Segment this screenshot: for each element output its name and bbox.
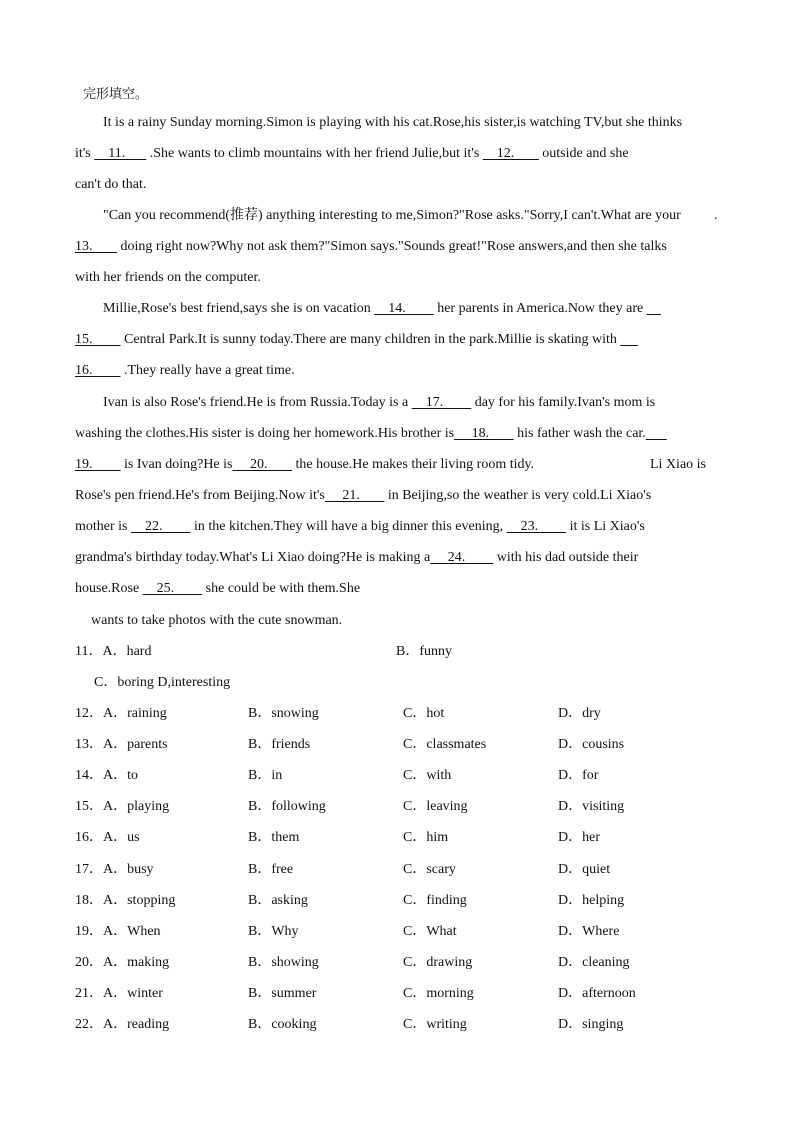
question-number: 15． [75, 799, 103, 814]
option-d: D．helping [558, 893, 625, 908]
option-b: B．Why [248, 924, 299, 939]
option-b: B．cooking [248, 1017, 317, 1032]
option-b: B．summer [248, 986, 317, 1001]
option-c: C．scary [403, 862, 456, 877]
text: grandma's birthday today.What's Li Xiao doing?He is making a [75, 550, 431, 565]
text: Rose's pen friend.He's from Beijing.Now it's [75, 488, 325, 503]
text: his father wash the car. [513, 426, 646, 441]
text: Millie,Rose's best friend,says she is on vacation [103, 301, 375, 316]
passage-line [103, 300, 661, 318]
blank-21: 21. [324, 488, 385, 503]
question-number: 21． [75, 986, 103, 1001]
passage-line [75, 549, 638, 567]
option-b: B．snowing [248, 706, 319, 721]
question-21 [75, 985, 163, 1003]
text: day for his family.Ivan's mom is [471, 395, 656, 410]
question-17 [75, 861, 154, 879]
text: .She wants to climb mountains with her friend Julie,but it's [146, 146, 483, 161]
text: it's [75, 146, 95, 161]
option-a: A．busy [103, 862, 154, 877]
option-d: D．for [558, 768, 599, 783]
stray-dot: . [714, 208, 718, 223]
option-c: C．him [403, 830, 449, 845]
question-number: 20． [75, 955, 103, 970]
blank-25: 25. [142, 581, 203, 596]
option-b: B．showing [248, 955, 319, 970]
text: it is Li Xiao's [566, 519, 645, 534]
text: "Can you recommend(推荐) anything interesting to me,Simon?"Rose asks."Sorry,I can't.What are your [103, 208, 681, 223]
passage-line [75, 362, 295, 380]
blank-20: 20. [232, 457, 292, 472]
question-number: 14． [75, 768, 103, 783]
blank-11: 11. [94, 146, 147, 161]
option-a: A．us [103, 830, 140, 845]
passage-line [75, 145, 629, 163]
passage-line [75, 456, 534, 474]
question-number: 13． [75, 737, 103, 752]
option-d: D．her [558, 830, 600, 845]
option-c: C．with [403, 768, 452, 783]
passage-line [75, 425, 667, 443]
page-title: 完形填空。 [83, 87, 149, 102]
option-b: B．following [248, 799, 326, 814]
text: house.Rose [75, 581, 143, 596]
question-number: 18． [75, 893, 103, 908]
option-a: A．reading [103, 1017, 170, 1032]
text: with his dad outside their [493, 550, 639, 565]
option-b: B．friends [248, 737, 311, 752]
text: in Beijing,so the weather is very cold.Li Xiao's [384, 488, 652, 503]
passage-line: It is a rainy Sunday morning.Simon is playing with his cat.Rose,his sister,is watching TV,but she thinks [103, 115, 683, 130]
text: the house.He makes their living room tidy. [291, 457, 535, 472]
option-c: C．What [403, 924, 457, 939]
option-c: C．classmates [403, 737, 487, 752]
option-c: C．morning [403, 986, 474, 1001]
blank-15: 15. [75, 332, 121, 347]
option-a: A．When [103, 924, 161, 939]
text: her parents in America.Now they are [433, 301, 647, 316]
option-c: C．finding [403, 893, 467, 908]
blank-19: 19. [75, 457, 121, 472]
option-a: A．stopping [103, 893, 176, 908]
option-d: D．visiting [558, 799, 625, 814]
option-d: D．dry [558, 706, 601, 721]
text: washing the clothes.His sister is doing her homework.His brother is [75, 426, 455, 441]
text: .They really have a great time. [120, 363, 295, 378]
question-number: 22． [75, 1017, 103, 1032]
option-d: D．quiet [558, 862, 611, 877]
passage-line: wants to take photos with the cute snowman. [91, 613, 343, 628]
blank-16: 16. [75, 363, 121, 378]
question-19 [75, 923, 161, 941]
option-b: B．free [248, 862, 294, 877]
blank-23: 23. [506, 519, 567, 534]
option-d: D．afternoon [558, 986, 636, 1001]
option-a: A．to [103, 768, 138, 783]
option-a: A．winter [103, 986, 163, 1001]
question-number: 16． [75, 830, 103, 845]
question-16 [75, 829, 140, 847]
option-a: A．raining [103, 706, 167, 721]
question-14 [75, 767, 138, 785]
blank-19-start [646, 425, 667, 443]
option-a: A．making [103, 955, 170, 970]
question-number: 11． [75, 644, 103, 659]
option-a: A．parents [103, 737, 168, 752]
passage-line [75, 580, 360, 598]
option-d: D．cousins [558, 737, 625, 752]
passage-line [103, 394, 655, 412]
text: Central Park.It is sunny today.There are many children in the park.Millie is skating with [120, 332, 621, 347]
blank-13: 13. [75, 239, 117, 254]
text: mother is [75, 519, 131, 534]
blank-17: 17. [411, 395, 472, 410]
blank-14: 14. [374, 301, 434, 316]
text: outside and she [538, 146, 629, 161]
passage-line [75, 518, 645, 536]
passage-line: with her friends on the computer. [75, 270, 261, 285]
text: Ivan is also Rose's friend.He is from Russia.Today is a [103, 395, 412, 410]
option-b: B．them [248, 830, 300, 845]
option-b: B．in [248, 768, 283, 783]
passage-line [75, 238, 667, 256]
passage-text: Li Xiao is [650, 457, 706, 472]
blank-12: 12. [482, 146, 539, 161]
question-13 [75, 736, 168, 754]
option-a: A．playing [103, 799, 170, 814]
option-c: C．writing [403, 1017, 467, 1032]
option-c: C．drawing [403, 955, 473, 970]
option-c: C．hot [403, 706, 445, 721]
blank-16-start [620, 331, 638, 349]
passage-line: can't do that. [75, 177, 147, 192]
question-number: 12． [75, 706, 103, 721]
question-18 [75, 892, 175, 910]
blank-24: 24. [430, 550, 494, 565]
text: is Ivan doing?He is [120, 457, 233, 472]
blank-15-start [647, 300, 661, 318]
question-number: 17． [75, 862, 103, 877]
option-c: C．leaving [403, 799, 468, 814]
blank-18: 18. [454, 426, 514, 441]
question-11 [75, 643, 151, 661]
blank-22: 22. [131, 519, 191, 534]
question-12 [75, 705, 167, 723]
passage-line [75, 331, 638, 349]
text: doing right now?Why not ask them?"Simon says."Sounds great!"Rose answers,and then she talks [117, 239, 667, 254]
question-22 [75, 1016, 169, 1034]
question-20 [75, 954, 169, 972]
passage-line [75, 487, 651, 505]
option-d: D．cleaning [558, 955, 630, 970]
option-d: D．singing [558, 1017, 624, 1032]
passage-line [103, 207, 681, 225]
option-d: D．Where [558, 924, 620, 939]
question-number: 19． [75, 924, 103, 939]
option-c: C．boring D,interesting [94, 675, 231, 690]
text: she could be with them.She [202, 581, 361, 596]
option-a: A．hard [102, 644, 152, 659]
option-b: B．asking [248, 893, 308, 908]
option-b: B．funny [396, 644, 452, 659]
question-15 [75, 798, 169, 816]
text: in the kitchen.They will have a big dinner this evening, [190, 519, 507, 534]
